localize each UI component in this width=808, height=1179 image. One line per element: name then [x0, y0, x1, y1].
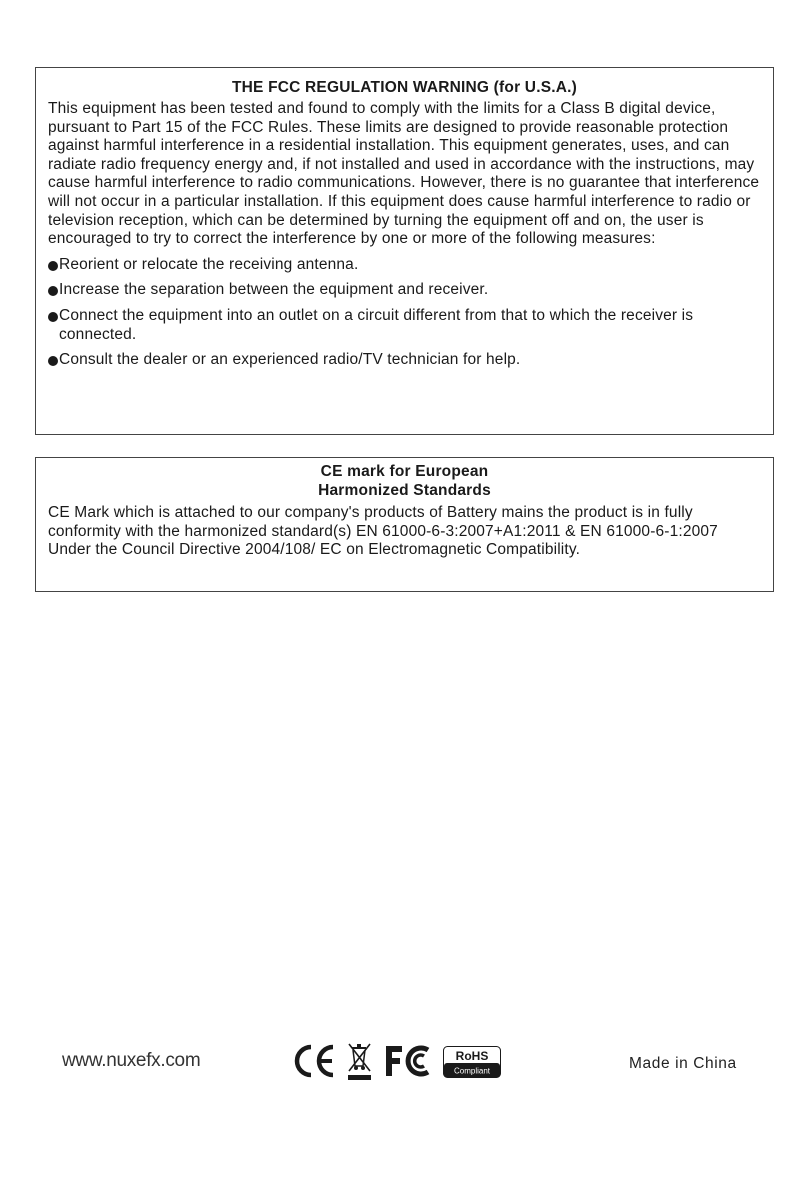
rohs-label: RoHS — [455, 1049, 489, 1063]
ce-mark-box — [35, 457, 774, 592]
fcc-paragraph: This equipment has been tested and found to comply with the limits for a Class B digital device, pursuant to Part 15 of the FCC Rules. These limits are designed to provide reasonable protection against harmful interference in a residential installation. This equipment generates, uses, and can radiate radio frequency energy and, if not installed and used in accordance with the instructions, may cause harmful interference to radio communications. However, there is no guarantee that interference will not occur in a particular installation. If this equipment does cause harmful interference to radio or television reception, which can be determined by turning the equipment off and on, the user is encouraged to try to correct the interference by one or more of the following measures: — [48, 100, 760, 248]
bullet-icon — [48, 286, 58, 296]
list-item — [48, 256, 761, 275]
bullet-icon — [48, 261, 58, 271]
fcc-title: THE FCC REGULATION WARNING (for U.S.A.) — [231, 79, 578, 96]
weee-bin-icon — [345, 1040, 375, 1082]
ce-mark-icon — [293, 1044, 337, 1078]
list-item — [48, 281, 761, 300]
ce-title — [48, 462, 761, 500]
fcc-measures-list — [48, 256, 761, 370]
list-item — [48, 351, 761, 370]
bullet-text: Increase the separation between the equipment and receiver. — [59, 281, 489, 299]
ce-title-line1: CE mark for European — [320, 463, 489, 480]
ce-paragraph: CE Mark which is attached to our company's products of Battery mains the product is in fully conformity with the harmonized standard(s) EN 61000-6-3:2007+A1:2011 & EN 61000-6-1:2007 Under the Council Directive 2004/108/ EC on Electromagnetic Compatibility. — [48, 504, 718, 559]
bullet-icon — [48, 356, 58, 366]
made-in-label: Made in China — [629, 1055, 737, 1072]
rohs-compliant-icon — [443, 1046, 501, 1078]
bullet-text: Connect the equipment into an outlet on a circuit different from that to which the receiver is connected. — [59, 306, 694, 343]
ce-title-line2: Harmonized Standards — [318, 482, 491, 499]
website-url[interactable]: www.nuxefx.com — [62, 1050, 201, 1071]
bullet-text: Reorient or relocate the receiving antenna. — [59, 255, 359, 273]
bullet-text: Consult the dealer or an experienced radio/TV technician for help. — [59, 351, 521, 369]
list-item — [48, 307, 761, 344]
fcc-logo-icon — [384, 1044, 432, 1078]
bullet-icon — [48, 312, 58, 322]
rohs-sublabel: Compliant — [453, 1066, 491, 1076]
fcc-warning-box — [35, 67, 774, 435]
